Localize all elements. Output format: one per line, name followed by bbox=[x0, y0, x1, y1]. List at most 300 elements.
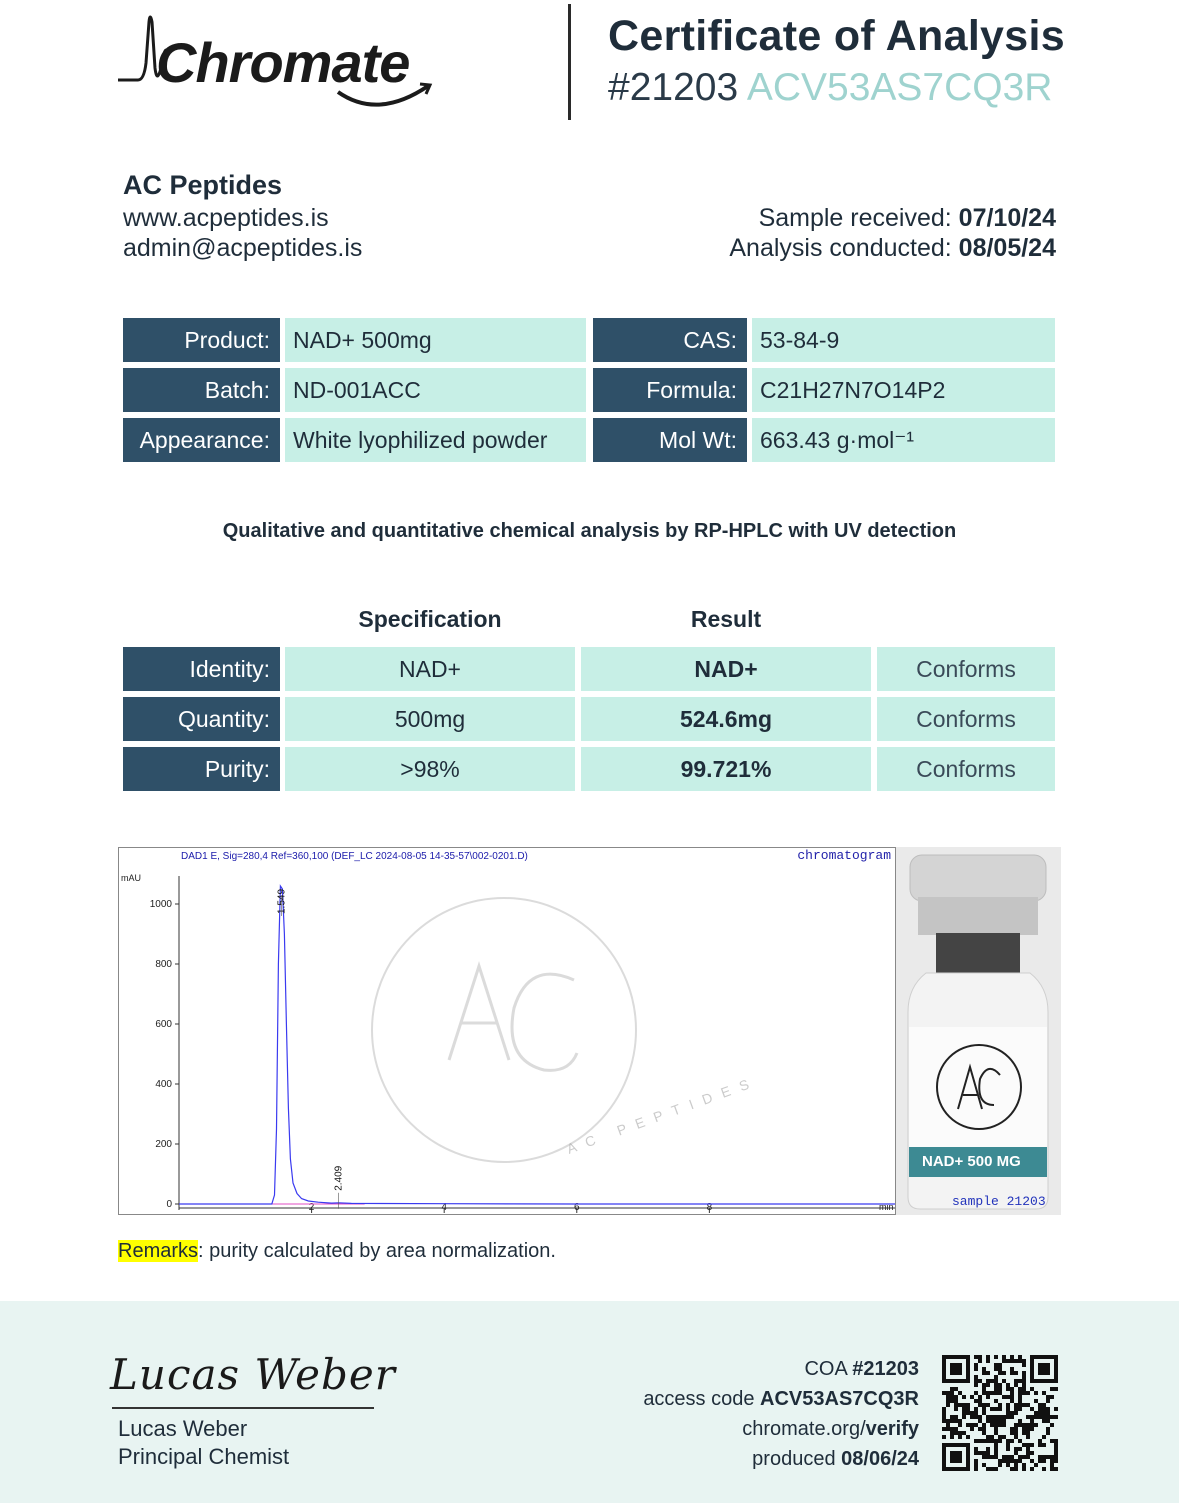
qr-module bbox=[958, 1391, 962, 1395]
purity-spec: >98% bbox=[285, 747, 575, 791]
qr-module bbox=[1010, 1399, 1014, 1403]
qr-module bbox=[1018, 1447, 1022, 1451]
qr-finder-core bbox=[950, 1363, 962, 1375]
qr-module bbox=[1038, 1455, 1042, 1459]
qr-module bbox=[1042, 1391, 1046, 1395]
qr-module bbox=[1002, 1435, 1006, 1439]
qr-module bbox=[990, 1419, 994, 1423]
qr-module bbox=[998, 1435, 1002, 1439]
result-row bbox=[123, 647, 1055, 691]
qr-module bbox=[994, 1399, 998, 1403]
qr-module bbox=[1054, 1415, 1058, 1419]
y-axis-unit: mAU bbox=[121, 873, 141, 883]
qr-module bbox=[974, 1363, 978, 1367]
qr-module bbox=[950, 1415, 954, 1419]
qr-module bbox=[994, 1419, 998, 1423]
qr-module bbox=[950, 1391, 954, 1395]
mol-wt-label: Mol Wt: bbox=[593, 418, 747, 462]
quantity-status: Conforms bbox=[877, 697, 1055, 741]
qr-module bbox=[998, 1463, 1002, 1467]
qr-module bbox=[1022, 1375, 1026, 1379]
signature-line bbox=[112, 1407, 374, 1409]
qr-finder-core bbox=[1038, 1363, 1050, 1375]
qr-module bbox=[994, 1407, 998, 1411]
qr-module bbox=[1006, 1395, 1010, 1399]
qr-module bbox=[1026, 1451, 1030, 1455]
qr-module bbox=[1038, 1439, 1042, 1443]
quantity-result: 524.6mg bbox=[581, 697, 871, 741]
qr-module bbox=[990, 1455, 994, 1459]
qr-module bbox=[1006, 1407, 1010, 1411]
quantity-spec: 500mg bbox=[285, 697, 575, 741]
qr-module bbox=[1022, 1363, 1026, 1367]
x-tick-label: 6 bbox=[573, 1202, 580, 1213]
y-tick-label: 0 bbox=[166, 1199, 172, 1210]
qr-module bbox=[1018, 1403, 1022, 1407]
qr-module bbox=[974, 1407, 978, 1411]
qr-module bbox=[1018, 1407, 1022, 1411]
qr-module bbox=[954, 1415, 958, 1419]
qr-module bbox=[1010, 1387, 1014, 1391]
product-value: NAD+ 500mg bbox=[285, 318, 586, 362]
mol-wt-value: 663.43 g·mol⁻¹ bbox=[752, 418, 1055, 462]
qr-module bbox=[990, 1423, 994, 1427]
qr-module bbox=[1030, 1467, 1034, 1471]
qr-module bbox=[1050, 1387, 1054, 1391]
verify-link[interactable] bbox=[643, 1414, 919, 1444]
qr-module bbox=[986, 1403, 990, 1407]
qr-module bbox=[994, 1455, 998, 1459]
qr-module bbox=[1054, 1387, 1058, 1391]
remarks bbox=[118, 1240, 556, 1263]
qr-module bbox=[1030, 1423, 1034, 1427]
batch-value: ND-001ACC bbox=[285, 368, 586, 412]
qr-module bbox=[1030, 1427, 1034, 1431]
qr-module bbox=[1054, 1451, 1058, 1455]
qr-module bbox=[942, 1411, 946, 1415]
qr-module bbox=[974, 1415, 978, 1419]
qr-module bbox=[982, 1427, 986, 1431]
qr-module bbox=[1042, 1435, 1046, 1439]
qr-module bbox=[978, 1355, 982, 1359]
produced-label: produced bbox=[752, 1448, 842, 1470]
qr-module bbox=[982, 1387, 986, 1391]
coa-number-value: #21203 bbox=[852, 1358, 919, 1380]
qr-module bbox=[1042, 1419, 1046, 1423]
qr-module bbox=[1010, 1367, 1014, 1371]
qr-module bbox=[1046, 1415, 1050, 1419]
qr-module bbox=[1046, 1407, 1050, 1411]
qr-module bbox=[1042, 1407, 1046, 1411]
qr-module bbox=[1022, 1431, 1026, 1435]
qr-module bbox=[1050, 1459, 1054, 1463]
qr-module bbox=[1042, 1411, 1046, 1415]
qr-module bbox=[950, 1395, 954, 1399]
qr-module bbox=[974, 1379, 978, 1383]
identity-result: NAD+ bbox=[581, 647, 871, 691]
qr-module bbox=[990, 1439, 994, 1443]
access-code-line bbox=[643, 1384, 919, 1414]
chromatogram-label: chromatogram bbox=[797, 848, 891, 863]
qr-module bbox=[970, 1415, 974, 1419]
chemist-info bbox=[118, 1415, 289, 1471]
qr-module bbox=[994, 1363, 998, 1367]
received-label: Sample received: bbox=[758, 204, 952, 232]
qr-module bbox=[990, 1467, 994, 1471]
appearance-value: White lyophilized powder bbox=[285, 418, 586, 462]
qr-module bbox=[1018, 1455, 1022, 1459]
qr-module bbox=[998, 1371, 1002, 1375]
qr-module bbox=[966, 1423, 970, 1427]
qr-module bbox=[1022, 1423, 1026, 1427]
qr-module bbox=[946, 1423, 950, 1427]
chromatogram-series-line bbox=[179, 886, 895, 1204]
product-row bbox=[123, 418, 1055, 462]
qr-module bbox=[998, 1407, 1002, 1411]
qr-module bbox=[946, 1427, 950, 1431]
qr-module bbox=[998, 1423, 1002, 1427]
chemist-name: Lucas Weber bbox=[118, 1416, 248, 1441]
client-email[interactable]: admin@acpeptides.is bbox=[123, 234, 363, 262]
qr-module bbox=[946, 1395, 950, 1399]
logo-text: Chromate bbox=[156, 31, 410, 94]
qr-module bbox=[942, 1419, 946, 1423]
x-tick-label: 4 bbox=[441, 1202, 447, 1213]
qr-module bbox=[1050, 1423, 1054, 1427]
qr-module bbox=[1034, 1399, 1038, 1403]
qr-module bbox=[1038, 1443, 1042, 1447]
qr-module bbox=[942, 1391, 946, 1395]
qr-module bbox=[1022, 1427, 1026, 1431]
qr-module bbox=[1042, 1443, 1046, 1447]
qr-module bbox=[1034, 1463, 1038, 1467]
qr-module bbox=[1014, 1451, 1018, 1455]
coa-number-label: COA bbox=[804, 1358, 853, 1380]
qr-module bbox=[962, 1407, 966, 1411]
qr-module bbox=[946, 1391, 950, 1395]
result-row bbox=[123, 697, 1055, 741]
qr-module bbox=[1022, 1391, 1026, 1395]
qr-module bbox=[1002, 1395, 1006, 1399]
qr-module bbox=[954, 1407, 958, 1411]
qr-module bbox=[1034, 1415, 1038, 1419]
qr-module bbox=[998, 1459, 1002, 1463]
qr-module bbox=[982, 1423, 986, 1427]
qr-module bbox=[1006, 1387, 1010, 1391]
qr-module bbox=[1010, 1371, 1014, 1375]
qr-module bbox=[978, 1427, 982, 1431]
qr-module bbox=[986, 1467, 990, 1471]
qr-module bbox=[958, 1423, 962, 1427]
qr-module bbox=[954, 1403, 958, 1407]
qr-module bbox=[1018, 1359, 1022, 1363]
qr-module bbox=[1018, 1459, 1022, 1463]
chromatogram-panel bbox=[118, 847, 896, 1215]
qr-module bbox=[982, 1463, 986, 1467]
qr-module bbox=[962, 1415, 966, 1419]
y-tick-label: 800 bbox=[155, 959, 172, 970]
qr-module bbox=[994, 1423, 998, 1427]
qr-module bbox=[994, 1367, 998, 1371]
qr-module bbox=[1014, 1403, 1018, 1407]
qr-module bbox=[994, 1391, 998, 1395]
qr-module bbox=[1010, 1467, 1014, 1471]
qr-module bbox=[1006, 1463, 1010, 1467]
qr-module bbox=[978, 1419, 982, 1423]
qr-module bbox=[974, 1383, 978, 1387]
y-tick-label: 200 bbox=[155, 1139, 172, 1150]
qr-module bbox=[1022, 1455, 1026, 1459]
qr-module bbox=[986, 1395, 990, 1399]
qr-module bbox=[1014, 1359, 1018, 1363]
qr-module bbox=[966, 1403, 970, 1407]
qr-module bbox=[1006, 1403, 1010, 1407]
qr-module bbox=[1014, 1467, 1018, 1471]
produced-value: 08/06/24 bbox=[841, 1448, 919, 1470]
qr-module bbox=[1054, 1407, 1058, 1411]
qr-module bbox=[974, 1423, 978, 1427]
qr-module bbox=[982, 1455, 986, 1459]
document-title: Certificate of Analysis bbox=[608, 12, 1065, 60]
qr-module bbox=[974, 1439, 978, 1443]
qr-module bbox=[950, 1399, 954, 1403]
batch-label: Batch: bbox=[123, 368, 280, 412]
qr-module bbox=[1014, 1459, 1018, 1463]
qr-module bbox=[1050, 1463, 1054, 1467]
qr-module bbox=[1030, 1415, 1034, 1419]
qr-module bbox=[958, 1431, 962, 1435]
qr-module bbox=[1046, 1419, 1050, 1423]
product-row bbox=[123, 368, 1055, 412]
qr-module bbox=[982, 1367, 986, 1371]
qr-module bbox=[942, 1407, 946, 1411]
qr-module bbox=[1026, 1435, 1030, 1439]
qr-module bbox=[998, 1391, 1002, 1395]
qr-module bbox=[1050, 1439, 1054, 1443]
qr-module bbox=[1018, 1395, 1022, 1399]
qr-module bbox=[1014, 1423, 1018, 1427]
qr-module bbox=[1018, 1423, 1022, 1427]
qr-module bbox=[1022, 1359, 1026, 1363]
qr-module bbox=[1038, 1459, 1042, 1463]
qr-module bbox=[954, 1395, 958, 1399]
conducted-value: 08/05/24 bbox=[958, 234, 1056, 262]
qr-module bbox=[1010, 1459, 1014, 1463]
qr-module bbox=[998, 1419, 1002, 1423]
qr-module bbox=[1018, 1355, 1022, 1359]
verification-info bbox=[643, 1354, 919, 1474]
qr-module bbox=[950, 1427, 954, 1431]
qr-module bbox=[1022, 1467, 1026, 1471]
qr-module bbox=[994, 1431, 998, 1435]
qr-module bbox=[998, 1387, 1002, 1391]
qr-module bbox=[1014, 1411, 1018, 1415]
qr-module bbox=[1042, 1455, 1046, 1459]
formula-value: C21H27N7O14P2 bbox=[752, 368, 1055, 412]
qr-module bbox=[1026, 1427, 1030, 1431]
qr-module bbox=[1034, 1391, 1038, 1395]
qr-module bbox=[1018, 1391, 1022, 1395]
qr-module bbox=[1046, 1427, 1050, 1431]
qr-module bbox=[958, 1419, 962, 1423]
qr-module bbox=[974, 1375, 978, 1379]
qr-module bbox=[1022, 1403, 1026, 1407]
qr-module bbox=[994, 1387, 998, 1391]
qr-module bbox=[1054, 1447, 1058, 1451]
qr-module bbox=[986, 1379, 990, 1383]
qr-module bbox=[946, 1403, 950, 1407]
verify-link-bold: verify bbox=[865, 1418, 919, 1440]
qr-module bbox=[1006, 1459, 1010, 1463]
qr-module bbox=[982, 1451, 986, 1455]
qr-code-icon[interactable] bbox=[942, 1355, 1058, 1471]
coa-access-code: ACV53AS7CQ3R bbox=[746, 66, 1053, 109]
qr-module bbox=[1050, 1467, 1054, 1471]
qr-module bbox=[958, 1403, 962, 1407]
qr-module bbox=[1014, 1463, 1018, 1467]
qr-module bbox=[1018, 1379, 1022, 1383]
qr-module bbox=[990, 1415, 994, 1419]
access-code-label: access code bbox=[643, 1388, 761, 1410]
qr-module bbox=[1030, 1459, 1034, 1463]
qr-module bbox=[982, 1407, 986, 1411]
y-tick-label: 1000 bbox=[149, 899, 172, 910]
signature: Lucas Weber bbox=[110, 1350, 396, 1399]
product-row bbox=[123, 318, 1055, 362]
qr-module bbox=[986, 1415, 990, 1419]
ac-watermark bbox=[372, 898, 636, 1162]
qr-module bbox=[1002, 1379, 1006, 1383]
qr-module bbox=[1054, 1459, 1058, 1463]
qr-module bbox=[962, 1411, 966, 1415]
qr-module bbox=[978, 1379, 982, 1383]
qr-module bbox=[994, 1447, 998, 1451]
qr-module bbox=[990, 1391, 994, 1395]
qr-module bbox=[994, 1439, 998, 1443]
method-description: Qualitative and quantitative chemical analysis by RP-HPLC with UV detection bbox=[222, 520, 957, 542]
qr-module bbox=[970, 1395, 974, 1399]
qr-module bbox=[994, 1379, 998, 1383]
remarks-label: Remarks bbox=[118, 1240, 199, 1262]
qr-module bbox=[974, 1355, 978, 1359]
qr-module bbox=[974, 1391, 978, 1395]
qr-module bbox=[1002, 1415, 1006, 1419]
qr-module bbox=[1026, 1447, 1030, 1451]
qr-module bbox=[1018, 1439, 1022, 1443]
qr-module bbox=[1002, 1423, 1006, 1427]
qr-module bbox=[982, 1391, 986, 1395]
qr-finder-core bbox=[950, 1451, 962, 1463]
qr-module bbox=[1014, 1371, 1018, 1375]
qr-module bbox=[966, 1411, 970, 1415]
chemist-role: Principal Chemist bbox=[118, 1444, 290, 1469]
qr-module bbox=[1018, 1399, 1022, 1403]
qr-module bbox=[998, 1363, 1002, 1367]
qr-module bbox=[954, 1399, 958, 1403]
qr-module bbox=[1002, 1359, 1006, 1363]
qr-module bbox=[1010, 1391, 1014, 1395]
qr-module bbox=[1034, 1411, 1038, 1415]
qr-module bbox=[986, 1455, 990, 1459]
qr-module bbox=[990, 1407, 994, 1411]
client-name: AC Peptides bbox=[123, 170, 283, 200]
qr-module bbox=[1042, 1415, 1046, 1419]
qr-module bbox=[1030, 1443, 1034, 1447]
purity-result: 99.721% bbox=[581, 747, 871, 791]
y-tick-label: 400 bbox=[155, 1079, 172, 1090]
product-info-table bbox=[123, 318, 1055, 468]
qr-module bbox=[958, 1435, 962, 1439]
y-tick-label: 600 bbox=[155, 1019, 172, 1030]
qr-module bbox=[974, 1367, 978, 1371]
qr-module bbox=[966, 1435, 970, 1439]
qr-module bbox=[998, 1383, 1002, 1387]
qr-module bbox=[1010, 1415, 1014, 1419]
qr-module bbox=[1010, 1455, 1014, 1459]
chromatogram-trace bbox=[179, 886, 895, 1209]
received-value: 07/10/24 bbox=[958, 204, 1056, 232]
qr-module bbox=[946, 1399, 950, 1403]
product-label: Product: bbox=[123, 318, 280, 362]
qr-module bbox=[1006, 1447, 1010, 1451]
qr-module bbox=[1046, 1411, 1050, 1415]
qr-module bbox=[1050, 1415, 1054, 1419]
qr-module bbox=[982, 1431, 986, 1435]
qr-module bbox=[1038, 1407, 1042, 1411]
qr-module bbox=[1026, 1455, 1030, 1459]
qr-module bbox=[1006, 1383, 1010, 1387]
x-axis-unit: min bbox=[879, 1202, 894, 1212]
x-tick-label: 8 bbox=[706, 1202, 713, 1213]
qr-module bbox=[1054, 1467, 1058, 1471]
result-row bbox=[123, 747, 1055, 791]
qr-module bbox=[942, 1415, 946, 1419]
qr-module bbox=[998, 1415, 1002, 1419]
qr-module bbox=[1002, 1371, 1006, 1375]
qr-module bbox=[962, 1431, 966, 1435]
qr-module bbox=[1006, 1415, 1010, 1419]
qr-module bbox=[970, 1411, 974, 1415]
chromate-logo bbox=[116, 8, 461, 118]
qr-module bbox=[998, 1403, 1002, 1407]
qr-module bbox=[1038, 1415, 1042, 1419]
qr-module bbox=[1006, 1411, 1010, 1415]
client-website[interactable]: www.acpeptides.is bbox=[123, 204, 329, 232]
chromatogram-header: DAD1 E, Sig=280,4 Ref=360,100 (DEF_LC 2024-08-05 14-35-57\002-0201.D) bbox=[181, 851, 528, 862]
qr-module bbox=[986, 1451, 990, 1455]
qr-module bbox=[994, 1375, 998, 1379]
qr-module bbox=[970, 1423, 974, 1427]
qr-module bbox=[978, 1439, 982, 1443]
qr-module bbox=[1046, 1395, 1050, 1399]
qr-module bbox=[954, 1387, 958, 1391]
qr-module bbox=[1026, 1415, 1030, 1419]
verify-link-prefix: chromate.org/ bbox=[742, 1418, 866, 1440]
qr-module bbox=[990, 1435, 994, 1439]
qr-module bbox=[1010, 1431, 1014, 1435]
qr-module bbox=[986, 1419, 990, 1423]
qr-module bbox=[1026, 1431, 1030, 1435]
qr-module bbox=[994, 1355, 998, 1359]
qr-module bbox=[1046, 1431, 1050, 1435]
coa-number: #21203 bbox=[608, 66, 739, 109]
qr-module bbox=[974, 1411, 978, 1415]
qr-module bbox=[950, 1431, 954, 1435]
qr-module bbox=[942, 1427, 946, 1431]
qr-module bbox=[1002, 1455, 1006, 1459]
qr-module bbox=[978, 1451, 982, 1455]
cas-value: 53-84-9 bbox=[752, 318, 1055, 362]
